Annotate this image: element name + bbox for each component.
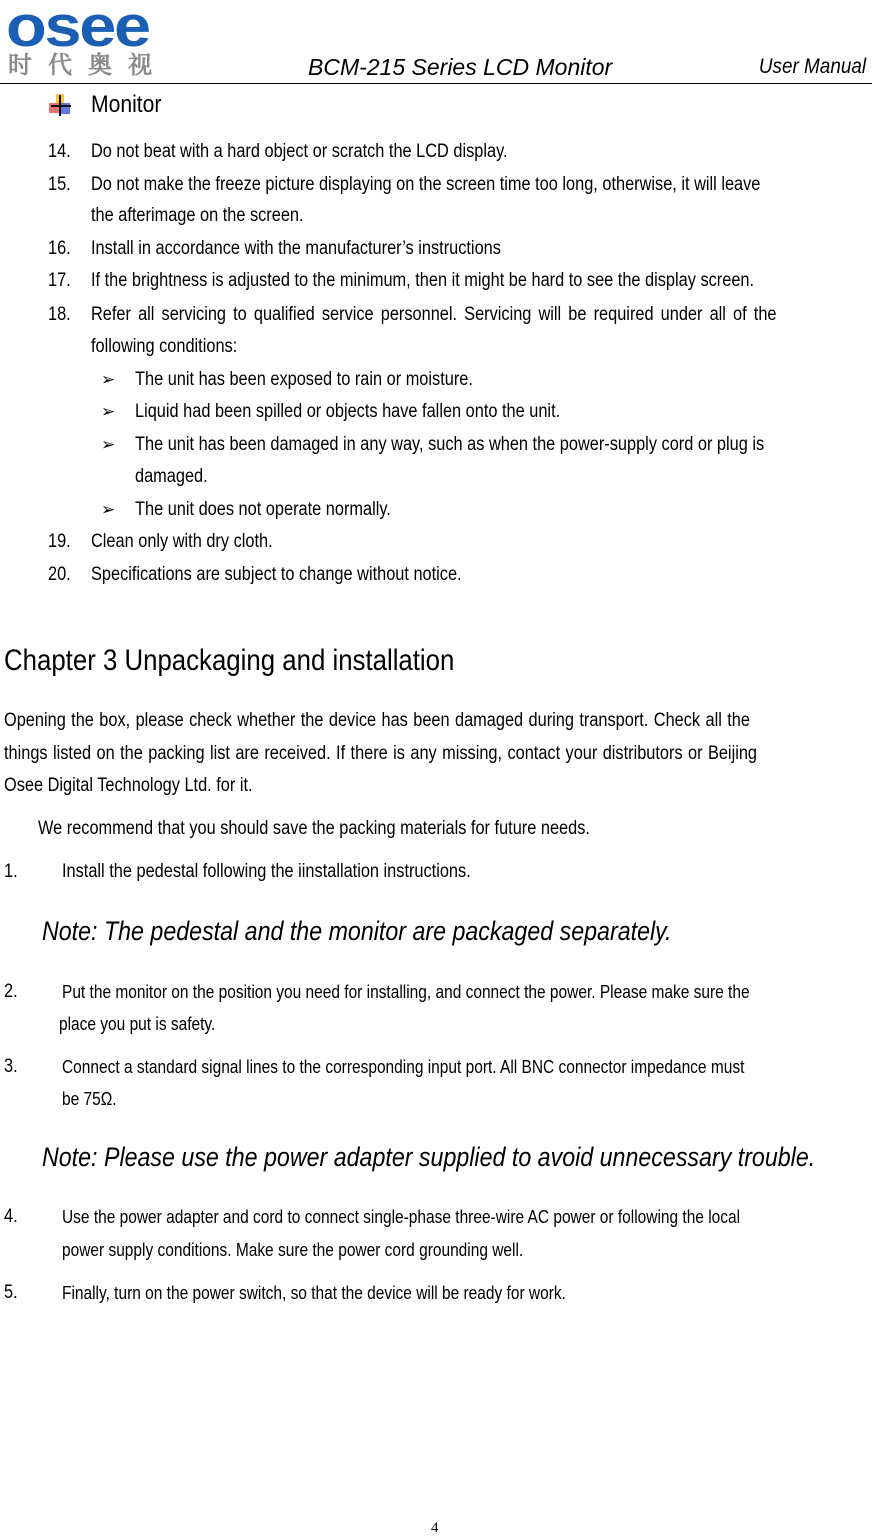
bullet-cross-icon bbox=[48, 93, 72, 117]
step-text: Put the monitor on the position you need for installing, and connect the power. Please make sure the bbox=[62, 982, 750, 1002]
step-text: Use the power adapter and cord to connect single-phase three-wire AC power or following the local bbox=[62, 1207, 741, 1227]
bullet-text: The unit has been exposed to rain or moisture. bbox=[135, 369, 473, 390]
step-text: Install the pedestal following the iinstallation instructions. bbox=[62, 861, 471, 882]
document-title: BCM-215 Series LCD Monitor bbox=[308, 54, 613, 80]
item-text: Specifications are subject to change without notice. bbox=[91, 564, 462, 585]
step-text-cont: place you put is safety. bbox=[59, 1014, 216, 1034]
item-text-cont: following conditions: bbox=[91, 336, 238, 357]
logo-wordmark: osee bbox=[6, 0, 149, 59]
item-text: Refer all servicing to qualified service personnel. Servicing will be required under all of the bbox=[91, 304, 777, 325]
item-number: 17. bbox=[48, 270, 71, 291]
item-number: 20. bbox=[48, 564, 71, 585]
arrow-bullet-icon: ➢ bbox=[101, 402, 116, 421]
item-text-cont: the afterimage on the screen. bbox=[91, 205, 304, 226]
item-text: Do not beat with a hard object or scratch the LCD display. bbox=[91, 141, 508, 162]
header-divider bbox=[0, 83, 872, 84]
document-type: User Manual bbox=[758, 55, 866, 78]
section-title: Monitor bbox=[91, 91, 162, 118]
item-text: Do not make the freeze picture displaying on the screen time too long, otherwise, it will leave bbox=[91, 174, 761, 195]
arrow-bullet-icon: ➢ bbox=[101, 500, 116, 519]
bullet-text: Liquid had been spilled or objects have fallen onto the unit. bbox=[135, 401, 561, 422]
arrow-bullet-icon: ➢ bbox=[101, 370, 116, 389]
recommend-text: We recommend that you should save the packing materials for future needs. bbox=[38, 818, 590, 839]
step-text-cont: power supply conditions. Make sure the power cord grounding well. bbox=[62, 1240, 524, 1260]
step-number: 3. bbox=[4, 1056, 18, 1077]
step-number: 2. bbox=[4, 981, 18, 1002]
note-text: Note: The pedestal and the monitor are packaged separately. bbox=[42, 916, 672, 946]
item-text: If the brightness is adjusted to the minimum, then it might be hard to see the display screen. bbox=[91, 270, 755, 291]
item-number: 18. bbox=[48, 304, 71, 325]
intro-paragraph: Osee Digital Technology Ltd. for it. bbox=[4, 775, 253, 796]
chapter-title: Chapter 3 Unpackaging and installation bbox=[4, 644, 455, 677]
logo-chinese: 时代奥视 bbox=[8, 51, 168, 79]
item-number: 19. bbox=[48, 531, 71, 552]
step-number: 1. bbox=[4, 861, 18, 882]
item-text: Clean only with dry cloth. bbox=[91, 531, 273, 552]
page-number: 4 bbox=[431, 1520, 439, 1536]
step-text: Connect a standard signal lines to the corresponding input port. All BNC connector impedance must bbox=[62, 1057, 745, 1077]
intro-paragraph: Opening the box, please check whether the device has been damaged during transport. Check all the bbox=[4, 710, 750, 731]
bullet-text-cont: damaged. bbox=[135, 466, 208, 487]
bullet-text: The unit does not operate normally. bbox=[135, 499, 391, 520]
item-number: 14. bbox=[48, 141, 71, 162]
bullet-text: The unit has been damaged in any way, such as when the power-supply cord or plug is bbox=[135, 434, 765, 455]
note-text: Note: Please use the power adapter supplied to avoid unnecessary trouble. bbox=[42, 1142, 816, 1172]
intro-paragraph: things listed on the packing list are received. If there is any missing, contact your distributors or Beijing bbox=[4, 743, 758, 764]
item-text: Install in accordance with the manufacturer’s instructions bbox=[91, 238, 501, 259]
item-number: 16. bbox=[48, 238, 71, 259]
osee-logo bbox=[6, 2, 178, 80]
arrow-bullet-icon: ➢ bbox=[101, 435, 116, 454]
step-text-cont: be 75Ω. bbox=[62, 1089, 117, 1109]
step-number: 5. bbox=[4, 1282, 18, 1303]
item-number: 15. bbox=[48, 174, 71, 195]
step-text: Finally, turn on the power switch, so that the device will be ready for work. bbox=[62, 1283, 566, 1303]
step-number: 4. bbox=[4, 1206, 18, 1227]
